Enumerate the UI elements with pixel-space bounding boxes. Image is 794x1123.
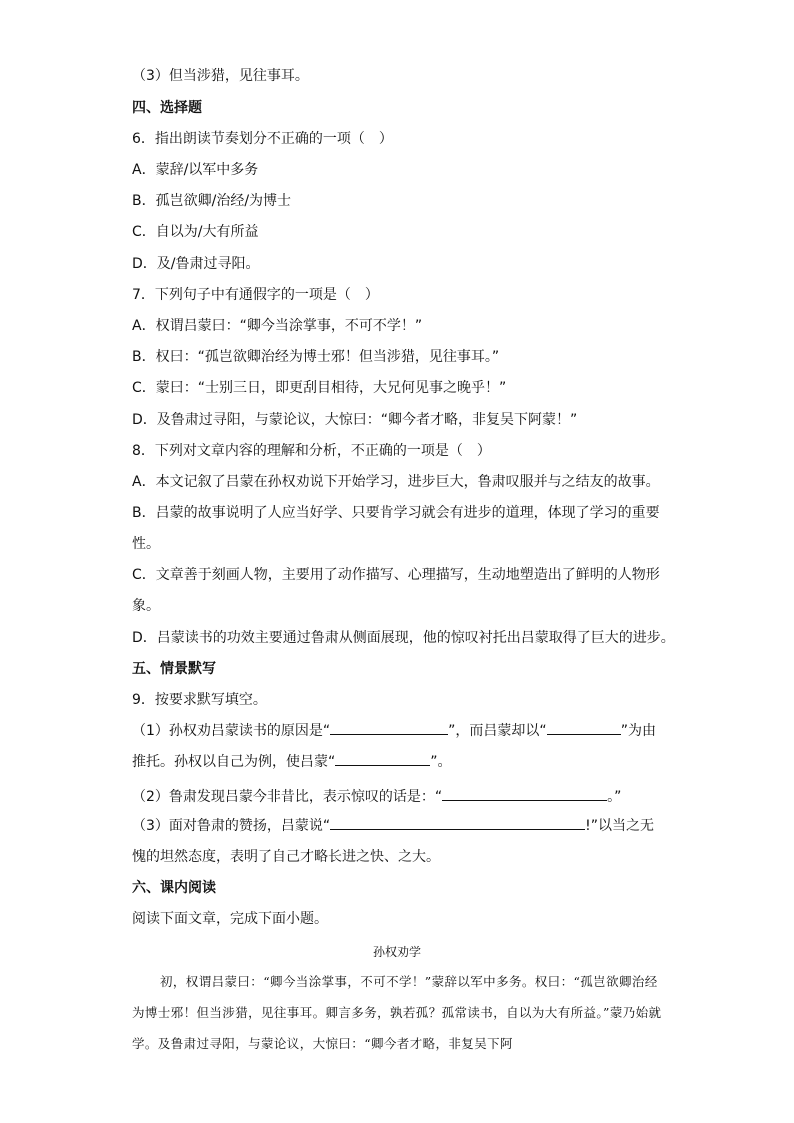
question-8-option-b: B．吕蒙的故事说明了人应当好学、只要肯学习就会有进步的道理，体现了学习的重要性。 [132,505,660,552]
question-7-option-a: A．权谓吕蒙曰：“卿今当涂掌事，不可不学！” [132,318,423,334]
question-9-part-2 [132,785,621,807]
q9-2-text-b: 。” [607,789,622,805]
q9-1-text-c: ”为由推托。孙权以自己为例，使吕蒙“ [132,723,656,770]
fill-blank[interactable] [330,814,585,830]
fill-blank[interactable] [442,785,607,801]
question-8-option-c: C．文章善于刻画人物，主要用了动作描写、心理描写，生动地塑造出了鲜明的人物形象。 [132,567,660,614]
passage-text: 初，权谓吕蒙曰：“卿今当涂掌事，不可不学！”蒙辞以军中多务。权曰：“孤岂欲卿治经为博士邪！但当涉猎，见往事耳。卿言多务，孰若孤？孤常读书，自以为大有所益。”蒙乃始就学。及鲁肃过寻阳，与蒙论议，大惊曰：“卿今者才略，非复吴下阿 [132,974,662,1051]
question-9-part-1 [132,716,662,778]
question-7-option-c: C．蒙曰：“士别三日，即更刮目相待，大兄何见事之晚乎！” [132,380,507,396]
question-9-part-3 [132,811,662,873]
section-heading-choice: 四、选择题 [132,100,202,116]
q9-3-text-b: !”以当之无愧的坦然态度，表明了自己才略长进之快、之大。 [132,818,655,865]
question-8-option-a: A．本文记叙了吕蒙在孙权劝说下开始学习，进步巨大，鲁肃叹服并与之结友的故事。 [132,474,660,490]
section-heading-recitation: 五、情景默写 [132,661,216,677]
question-8: 8．下列对文章内容的理解和分析，不正确的一项是（ ） [132,443,491,459]
q9-1-text-b: ”，而吕蒙却以“ [448,723,547,739]
question-6-option-d: D．及/鲁肃过寻阳。 [132,256,260,272]
question-7-option-b: B．权曰：“孤岂欲卿治经为博士邪！但当涉猎，见往事耳。” [132,349,500,365]
question-7: 7．下列句子中有通假字的一项是（ ） [132,287,379,303]
q9-1-text-a: （1）孙权劝吕蒙读书的原因是“ [132,723,331,739]
q9-2-text-a: （2）鲁肃发现吕蒙今非昔比，表示惊叹的话是：“ [132,789,443,805]
question-6-option-b: B．孤岂欲卿/治经/为博士 [132,193,292,209]
fill-blank[interactable] [335,750,430,766]
q9-1-text-d: ”。 [430,754,452,770]
question-8-option-d: D．吕蒙读书的功效主要通过鲁肃从侧面展现，他的惊叹衬托出吕蒙取得了巨大的进步。 [132,630,675,646]
question-6-option-c: C．自以为/大有所益 [132,224,259,240]
question-6: 6．指出朗读节奏划分不正确的一项（ ） [132,131,393,147]
question-9: 9．按要求默写填空。 [132,692,267,708]
section-heading-reading: 六、课内阅读 [132,880,216,896]
q9-3-text-a: （3）面对鲁肃的赞扬，吕蒙说“ [132,818,331,834]
fill-blank[interactable] [547,719,621,735]
passage-title: 孙权劝学 [372,945,421,959]
answer-line-3: （3）但当涉猎，见往事耳。 [132,68,309,84]
question-7-option-d: D．及鲁肃过寻阳，与蒙论议，大惊曰：“卿今者才略，非复吴下阿蒙！” [132,412,578,428]
reading-instruction: 阅读下面文章，完成下面小题。 [132,911,328,927]
fill-blank[interactable] [330,719,448,735]
question-6-option-a: A．蒙辞/以军中多务 [132,162,259,178]
